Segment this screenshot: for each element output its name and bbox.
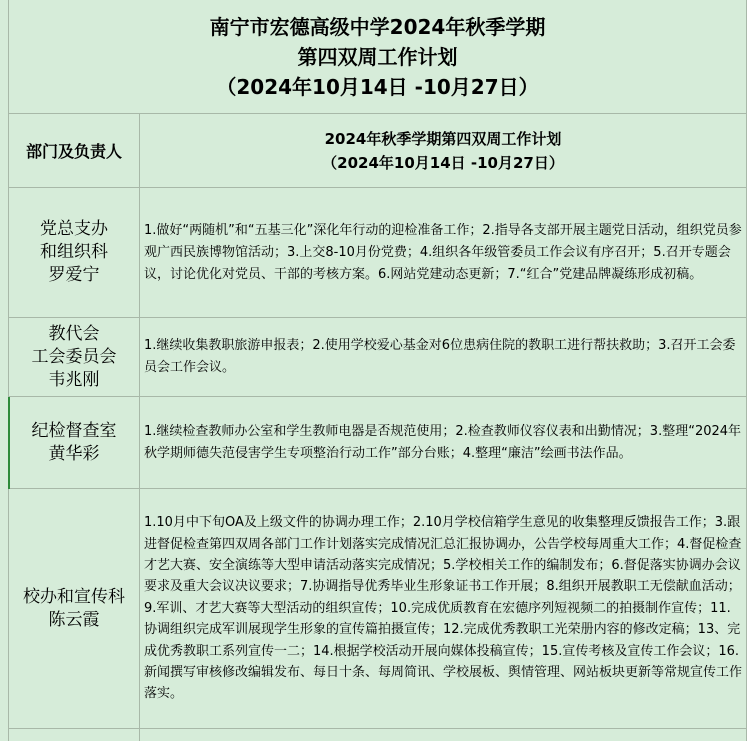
selection-indicator [8, 397, 10, 489]
dept-cell-party[interactable] [8, 188, 140, 318]
plan-cell-discipline[interactable] [140, 397, 747, 489]
title-line-3: （2024年10月14日 -10月27日） [216, 74, 539, 99]
dept-leader: 韦兆刚 [48, 369, 100, 390]
dept-header-cell[interactable] [8, 114, 140, 188]
plan-text: 1.10月中下旬OA及上级文件的协调办理工作；2.10月学校信箱学生意见的收集整理反馈报告工作；3.跟进督促检查第四双周各部门工作计划落实完成情况汇总汇报协调办，公告学校每周重大工作；4.督促检查才艺大赛、安全演练等大型申请活动落实完成情况；5.学校相关工作的编制发布；6.督促落实协调办会议要求及重大会议决议要求；7.协调指导优秀毕业生形象证书工作开展；8.组织开展教职工无偿献血活动；9.军训、才艺大赛等大型活动的组织宣传；10.完成优质教育在宏德序列短视频二的拍摄制作宣传；11.协调组织完成军训展现学生形象的宣传篇拍摄宣传；12.完成优秀教职工光荣册内容的修改定稿；13、完成优秀教职工系列宣传一二；14.根据学校活动开展向媒体投稿宣传；15.宣传考核及宣传工作会议；16.新闻撰写审核修改编辑发布、每日十条、每周简讯、学校展板、舆情管理、网站板块更新等常规宣传工作落实。 [144, 515, 743, 702]
dept-leader: 黄华彩 [48, 443, 100, 464]
dept-name-line: 和组织科 [40, 242, 108, 262]
plan-cell-party[interactable] [140, 188, 747, 318]
plan-text: 1.做好“两随机”和“五基三化”深化年行动的迎检准备工作；2.指导各支部开展主题党日活动，组织党员参观广西民族博物馆活动；3.上交8-10月份党费；4.组织各年级管委员工作会议有序召开；5.召开专题会议，讨论优化对党员、干部的考核方案。6.网站党建动态更新；7.“红合”党建品牌凝练形成初稿。 [144, 222, 742, 282]
plan-cell-office[interactable] [140, 489, 747, 729]
plan-header-cell[interactable] [140, 114, 747, 188]
dept-name-line: 党总支办 [40, 219, 108, 239]
plan-header-line-2: （2024年10月14日 -10月27日） [322, 153, 564, 172]
plan-header-line-1: 2024年秋季学期第四双周工作计划 [324, 129, 562, 148]
dept-leader: 陈云霞 [48, 609, 100, 630]
dept-cell-office[interactable] [8, 489, 140, 729]
dept-cell-discipline[interactable] [8, 397, 140, 489]
dept-cell-next[interactable] [8, 729, 140, 741]
plan-cell-next[interactable] [140, 729, 747, 741]
dept-name-line: 教代会 [48, 323, 100, 344]
dept-cell-union[interactable] [8, 318, 140, 397]
dept-name-line: 工会委员会 [31, 346, 117, 367]
title-line-2: 第四双周工作计划 [297, 44, 458, 69]
plan-cell-union[interactable] [140, 318, 747, 397]
dept-name-line: 纪检督查室 [31, 420, 117, 441]
title-line-1: 南宁市宏德高级中学2024年秋季学期 [209, 14, 546, 39]
dept-header-label: 部门及负责人 [25, 142, 122, 161]
dept-leader: 罗爱宁 [48, 265, 100, 285]
plan-text: 1.继续收集教职旅游申报表；2.使用学校爱心基金对6位患病住院的教职工进行帮扶救助；3.召开工会委员会工作会议。 [144, 338, 736, 375]
plan-text: 1.继续检查教师办公室和学生教师电器是否规范使用；2.检查教师仪容仪表和出勤情况；3.整理“2024年秋学期师德失范侵害学生专项整治行动工作”部分台账；4.整理“廉洁”绘画书法作品。 [144, 423, 742, 461]
dept-name-line: 校办和宣传科 [23, 586, 125, 607]
document-title[interactable] [8, 0, 747, 114]
